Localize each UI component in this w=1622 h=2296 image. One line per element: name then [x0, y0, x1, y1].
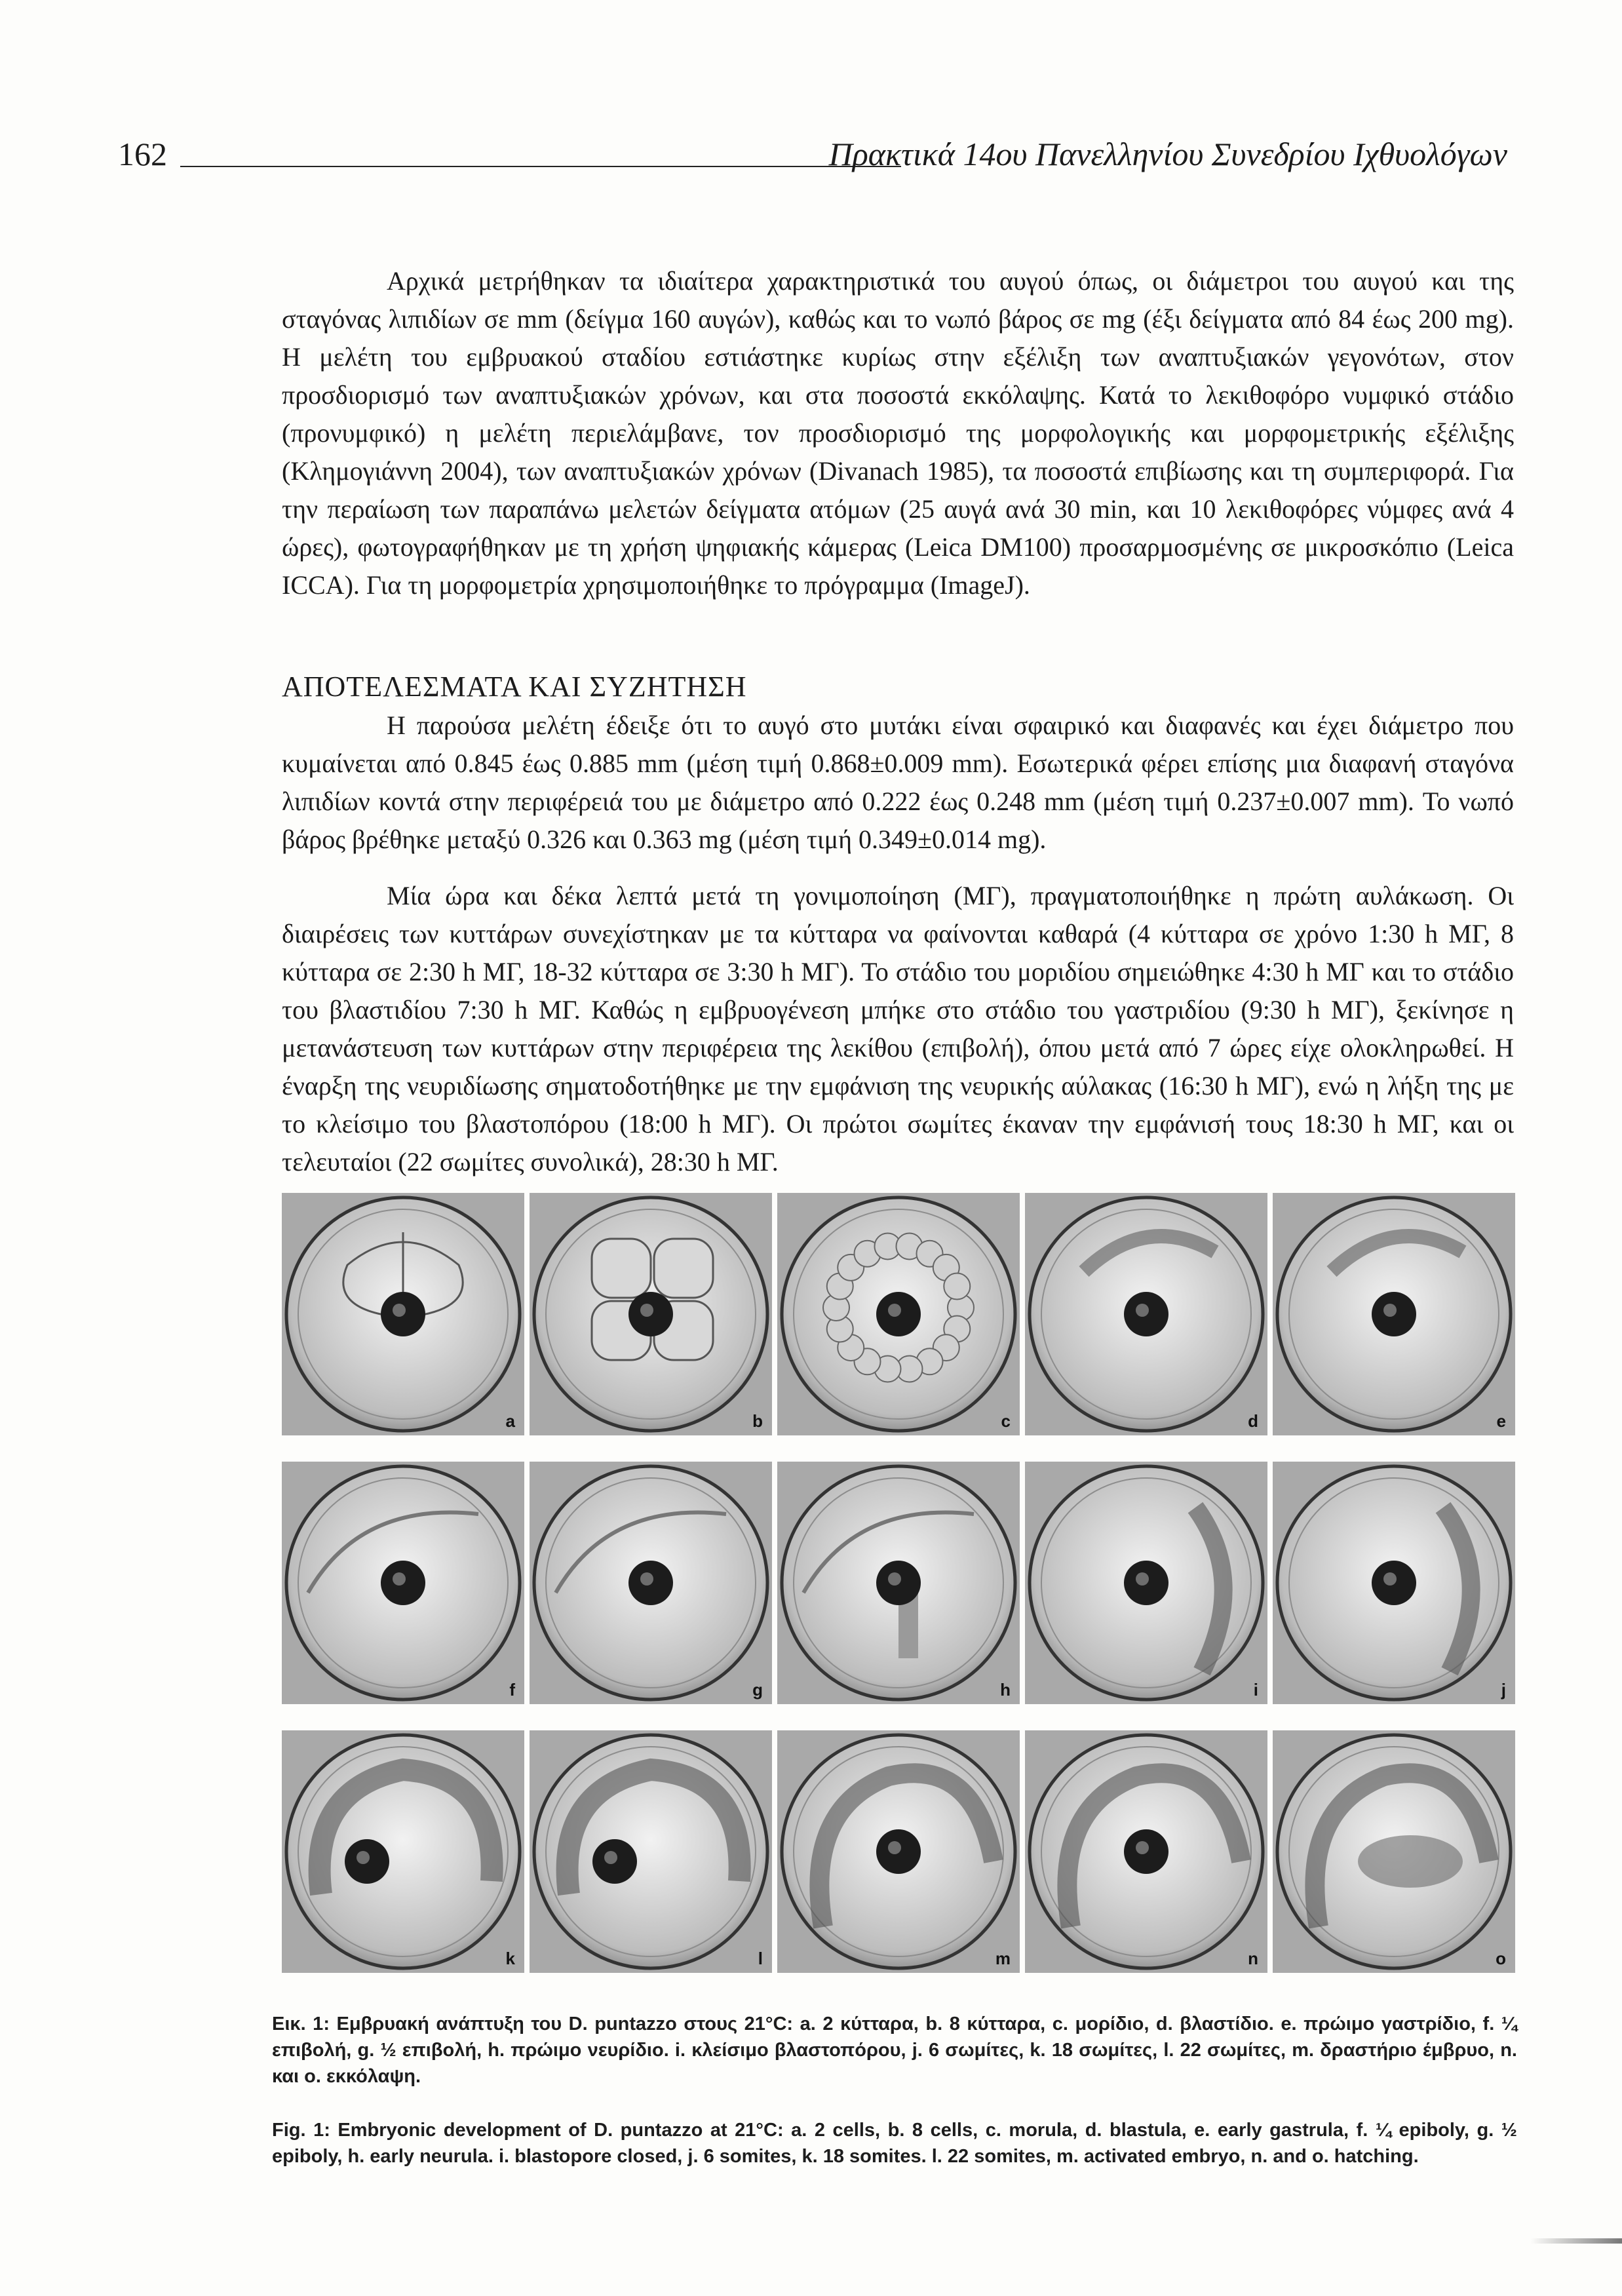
embryo-micrograph-i: [1025, 1462, 1267, 1704]
panel-letter-m: m: [995, 1949, 1011, 1968]
figure-panel-l: [530, 1730, 772, 1973]
figure-panel-m: [777, 1730, 1020, 1973]
embryo-micrograph-g: [530, 1462, 772, 1704]
panel-letter-l: l: [758, 1949, 763, 1968]
embryo-micrograph-o: [1273, 1730, 1515, 1973]
panel-letter-o: o: [1496, 1949, 1506, 1968]
header-rule: [180, 166, 901, 167]
embryo-micrograph-a: [282, 1193, 524, 1435]
panel-letter-a: a: [505, 1411, 515, 1431]
embryo-micrograph-l: [530, 1730, 772, 1973]
figure-panel-j: [1273, 1462, 1515, 1704]
section-heading-results: ΑΠΟΤΕΛΕΣΜΑΤΑ ΚΑΙ ΣΥΖΗΤΗΣΗ: [282, 671, 747, 703]
figure-panel-n: [1025, 1730, 1267, 1973]
embryo-micrograph-b: [530, 1193, 772, 1435]
panel-letter-e: e: [1496, 1411, 1506, 1431]
embryo-micrograph-k: [282, 1730, 524, 1973]
results-paragraph-2: Μία ώρα και δέκα λεπτά μετά τη γονιμοποίηση (ΜΓ), πραγματοποιήθηκε η πρώτη αυλάκωση. Οι διαιρέσεις των κυττάρων συνεχίστηκαν με τα κύτταρα να φαίνονται καθαρά (4 κύτταρα σε χρόνο 1:30 h ΜΓ, 8 κύτταρα σε 2:30 h ΜΓ, 18-32 κύτταρα σε 3:30 h ΜΓ). Το στάδιο του μοριδίου σημειώθηκε 4:30 h ΜΓ και το στάδιο του βλαστιδίου 7:30 h ΜΓ. Καθώς η εμβρυογένεση μπήκε στο στάδιο του γαστριδίου (9:30 h ΜΓ), ξεκίνησε η μετανάστευση των κυττάρων στην περιφέρεια της λεκίθου (επιβολή), όπου μετά από 7 ώρες είχε ολοκληρωθεί. Η έναρξη της νευριδίωσης σηματοδοτήθηκε με την εμφάνιση της νευρικής αύλακας (16:30 h ΜΓ), ενώ η λήξη της με το κλείσιμο του βλαστοπόρου (18:00 h ΜΓ). Οι πρώτοι σωμίτες έκαναν την εμφάνισή τους 18:30 h ΜΓ, και οι τελευταίοι (22 σωμίτες συνολικά), 28:30 h ΜΓ.: [282, 881, 1514, 1177]
embryo-micrograph-e: [1273, 1193, 1515, 1435]
panel-letter-j: j: [1501, 1680, 1506, 1700]
panel-letter-b: b: [752, 1411, 763, 1431]
embryo-micrograph-j: [1273, 1462, 1515, 1704]
panel-letter-h: h: [1000, 1680, 1011, 1700]
panel-letter-n: n: [1248, 1949, 1258, 1968]
scan-edge-mark: [1530, 2238, 1622, 2244]
figure-panel-o: [1273, 1730, 1515, 1973]
figure-panel-h: [777, 1462, 1020, 1704]
embryo-figure: [282, 1193, 1514, 2261]
figure-panel-a: [282, 1193, 524, 1435]
embryo-micrograph-c: [777, 1193, 1020, 1435]
embryo-micrograph-d: [1025, 1193, 1267, 1435]
figure-panel-c: [777, 1193, 1020, 1435]
panel-letter-d: d: [1248, 1411, 1258, 1431]
figure-panel-f: [282, 1462, 524, 1704]
panel-letter-i: i: [1253, 1680, 1258, 1700]
figure-panel-b: [530, 1193, 772, 1435]
figure-panel-k: [282, 1730, 524, 1973]
embryo-micrograph-h: [777, 1462, 1020, 1704]
figure-panel-e: [1273, 1193, 1515, 1435]
page-number: 162: [118, 136, 167, 172]
figure-panel-i: [1025, 1462, 1267, 1704]
results-paragraph-1: Η παρούσα μελέτη έδειξε ότι το αυγό στο μυτάκι είναι σφαιρικό και διαφανές και έχει διάμετρο που κυμαίνεται από 0.845 έως 0.885 mm (μέση τιμή 0.868±0.009 mm). Εσωτερικά φέρει επίσης μια διαφανή σταγόνα λιπιδίων κοντά στην περιφέρειά του με διάμετρο από 0.222 έως 0.248 mm (μέση τιμή 0.237±0.007 mm). Το νωπό βάρος βρέθηκε μεταξύ 0.326 και 0.363 mg (μέση τιμή 0.349±0.014 mg).: [282, 710, 1514, 854]
panel-letter-f: f: [509, 1680, 515, 1700]
panel-letter-g: g: [752, 1680, 763, 1700]
embryo-micrograph-f: [282, 1462, 524, 1704]
methods-paragraph: Αρχικά μετρήθηκαν τα ιδιαίτερα χαρακτηριστικά του αυγού όπως, οι διάμετροι του αυγού και της σταγόνας λιπιδίων σε mm (δείγμα 160 αυγών), καθώς και το νωπό βάρος σε mg (έξι δείγματα από 84 έως 200 mg). Η μελέτη του εμβρυακού σταδίου εστιάστηκε κυρίως στην εξέλιξη των αναπτυξιακών γεγονότων, στον προσδιορισμό των αναπτυξιακών χρόνων, και στα ποσοστά εκκόλαψης. Κατά το λεκιθοφόρο νυμφικό στάδιο (προνυμφικό) η μελέτη περιελάμβανε, τον προσδιορισμό της μορφολογικής και μορφομετρικής εξέλιξης (Κλημογιάννη 2004), των αναπτυξιακών χρόνων (Divanach 1985), τα ποσοστά επιβίωσης και τη συμπεριφορά. Για την περαίωση των παραπάνω μελετών δείγματα ατόμων (25 αυγά ανά 30 min, και 10 λεκιθοφόρες νύμφες ανά 4 ώρες), φωτογραφήθηκαν με τη χρήση ψηφιακής κάμερας (Leica DM100) προσαρμοσμένης σε μικροσκόπιο (Leica ICCA). Για τη μορφομετρία χρησιμοποιήθηκε το πρόγραμμα (ImageJ).: [282, 266, 1514, 600]
panel-letter-c: c: [1001, 1411, 1011, 1431]
embryo-micrograph-n: [1025, 1730, 1267, 1973]
figure-panel-d: [1025, 1193, 1267, 1435]
figure-caption-greek: Εικ. 1: Εμβρυακή ανάπτυξη του D. puntazzo στους 21°C: a. 2 κύτταρα, b. 8 κύτταρα, c. μορίδιο, d. βλαστίδιο. e. πρώιμο γαστρίδιο, f. ¼ επιβολή, g. ½ επιβολή, h. πρώιμο νευρίδιο. i. κλείσιμο βλαστοπόρου, j. 6 σωμίτες, k. 18 σωμίτες, l. 22 σωμίτες, m. δραστήριο έμβρυο, n. και o. εκκόλαψη.: [272, 2014, 1517, 2087]
running-header: [118, 134, 1507, 180]
embryo-micrograph-m: [777, 1730, 1020, 1973]
panel-letter-k: k: [505, 1949, 515, 1968]
figure-panel-g: [530, 1462, 772, 1704]
journal-title: Πρακτικά 14ου Πανελληνίου Συνεδρίου Ιχθυολόγων: [828, 136, 1507, 172]
figure-caption-english: Fig. 1: Embryonic development of D. puntazzo at 21°C: a. 2 cells, b. 8 cells, c. morula, d. blastula, e. early gastrula, f. ¼ epiboly, g. ½ epiboly, h. early neurula. i. blastopore closed, j. 6 somites, k. 18 somites. l. 22 somites, m. activated embryo, n. and o. hatching.: [272, 2120, 1517, 2167]
